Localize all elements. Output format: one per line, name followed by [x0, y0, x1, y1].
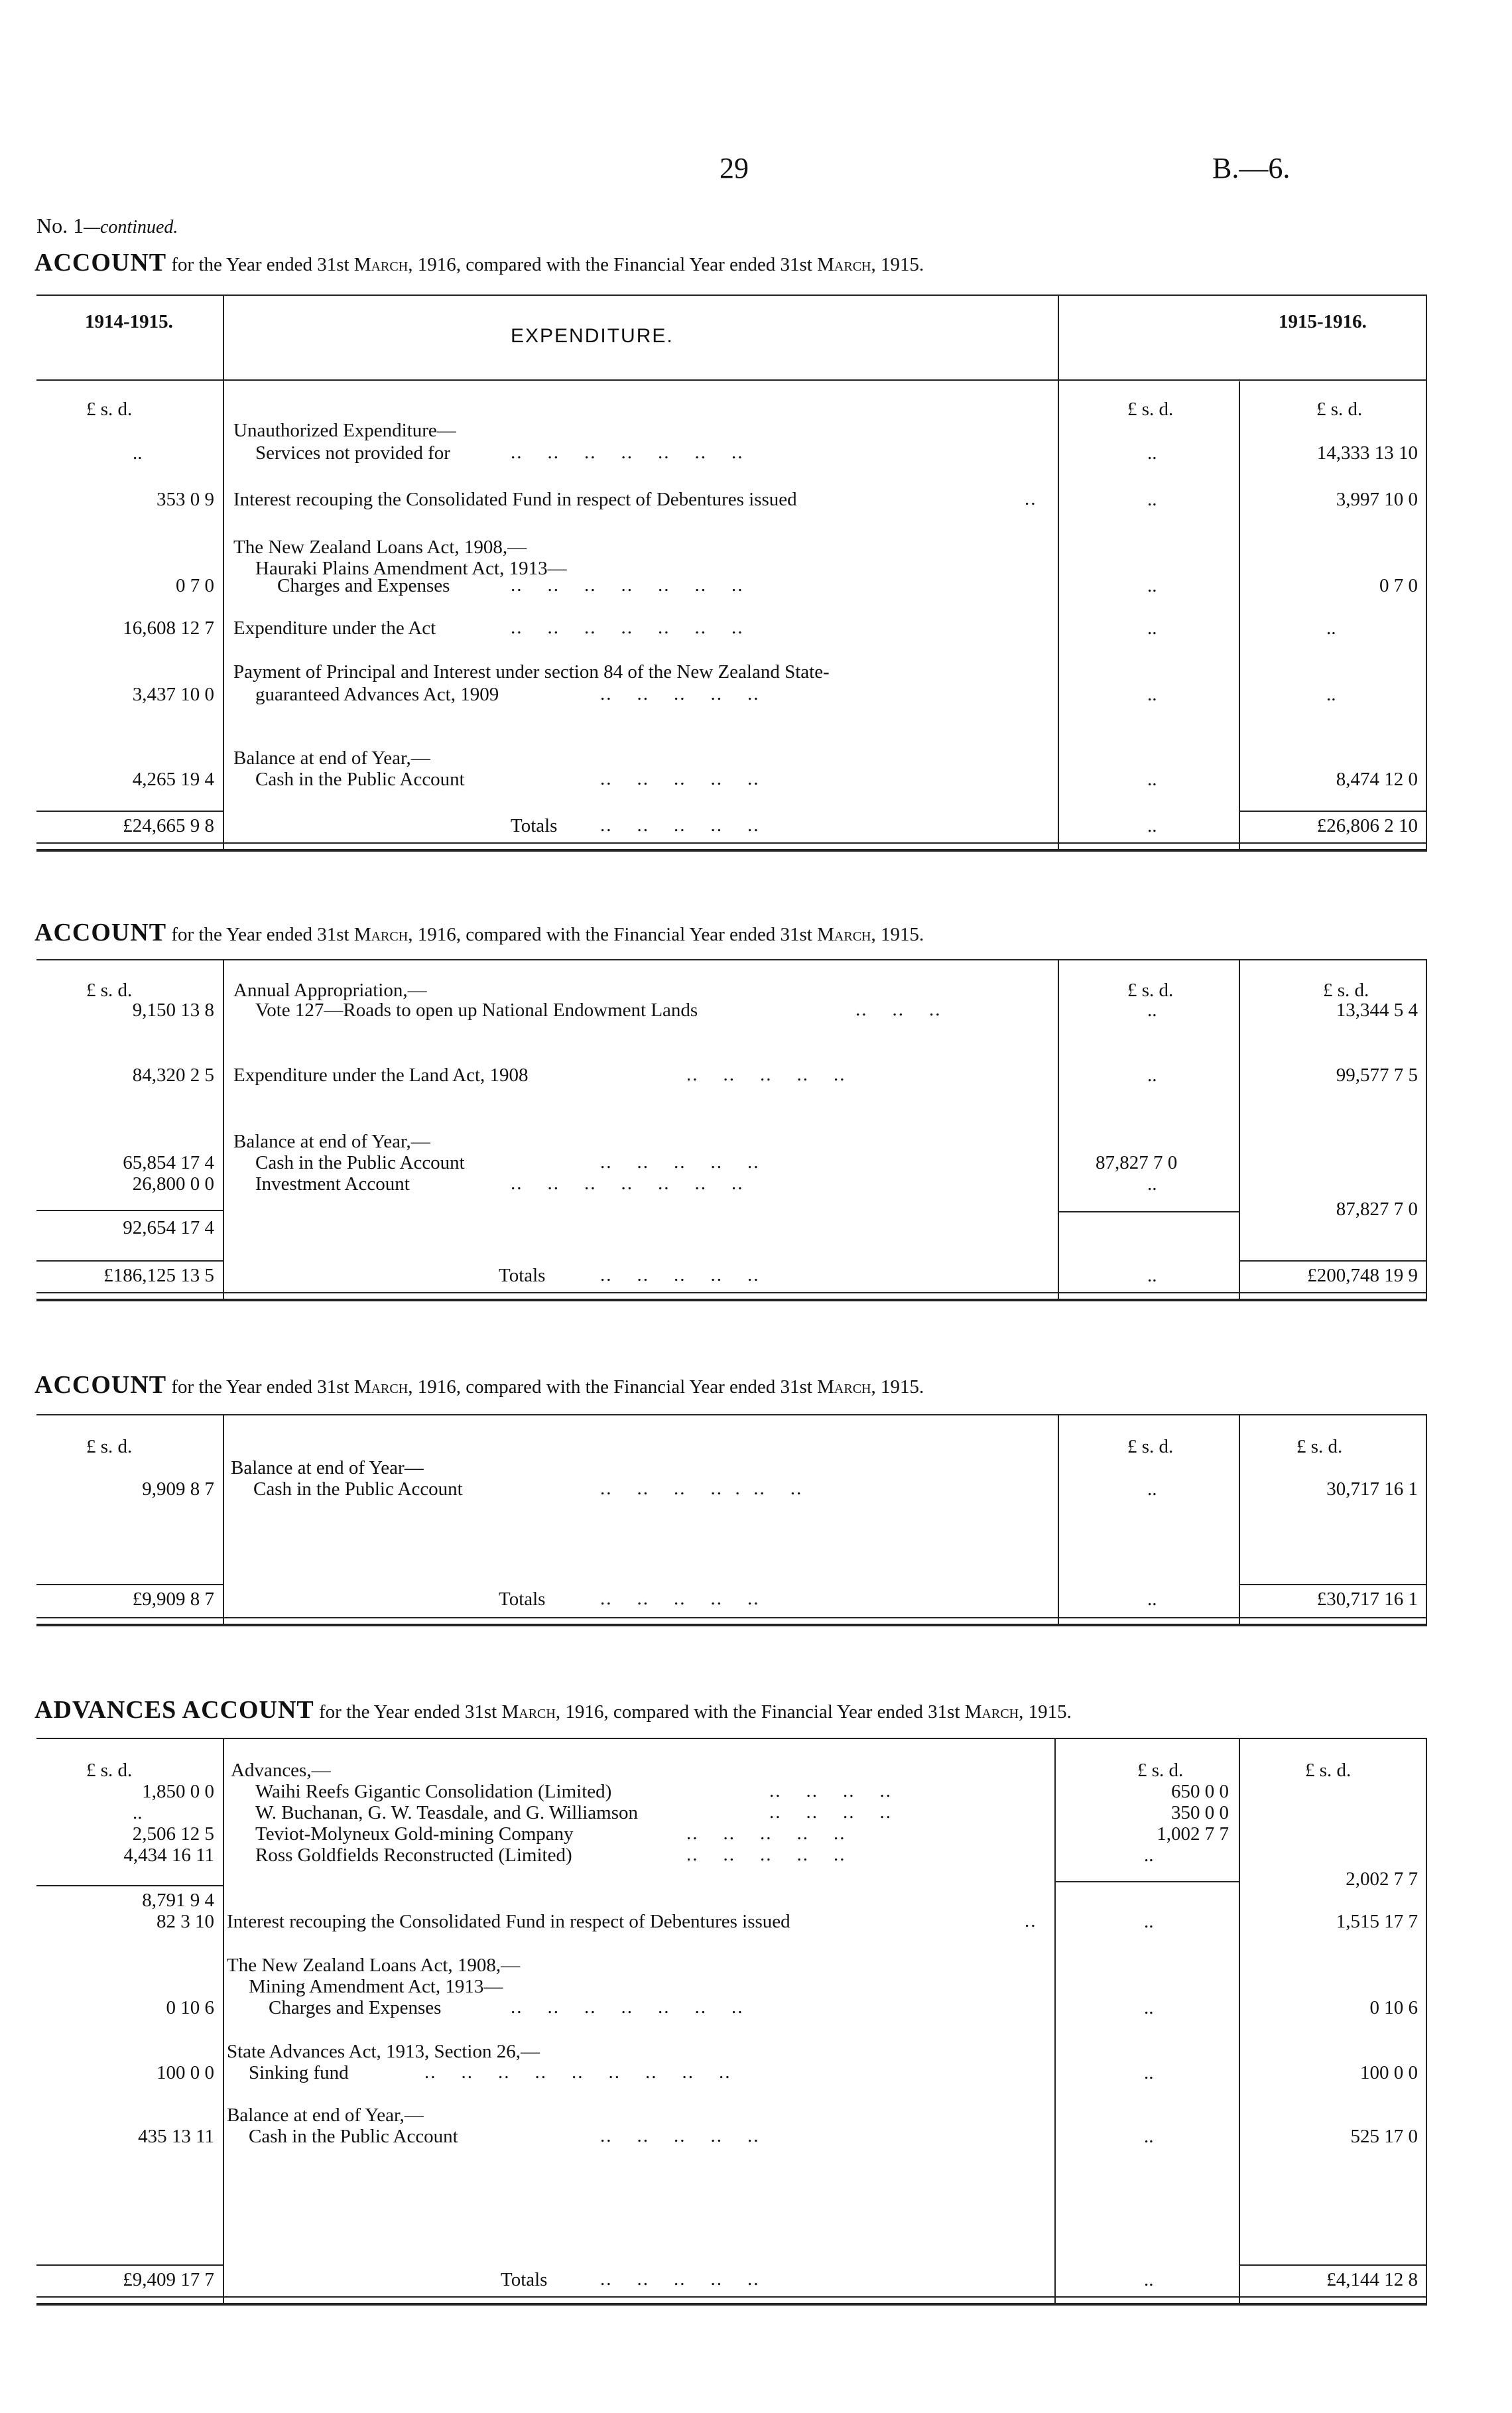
unit-header: £ s. d. [86, 980, 133, 1001]
amount-mid: .. [1147, 618, 1157, 639]
amount-curr: 14,333 13 10 [1316, 442, 1418, 464]
subtotal-prev: 8,791 9 4 [142, 1890, 214, 1911]
row-desc: Waihi Reefs Gigantic Consolidation (Limited) [255, 1781, 612, 1802]
subtotal-prev: 92,654 17 4 [123, 1217, 214, 1238]
unit-header: £ s. d. [1323, 980, 1369, 1001]
section-1-title-main: ACCOUNT [34, 249, 167, 277]
row-desc: The New Zealand Loans Act, 1908,— [227, 1955, 521, 1976]
totals-label: Totals [499, 1265, 546, 1286]
amount-mid: .. [1144, 2062, 1154, 2083]
amount-prev: 65,854 17 4 [123, 1152, 214, 1173]
row-desc: W. Buchanan, G. W. Teasdale, and G. Williamson [255, 1802, 638, 1823]
amount-curr: 87,827 7 0 [1336, 1199, 1418, 1220]
totals-label: Totals [501, 2269, 548, 2290]
section-1-col-curr-year: 1915-1916. [1279, 311, 1367, 332]
amount-prev: 9,909 8 7 [142, 1478, 214, 1500]
amount-mid: .. [1144, 1997, 1154, 2018]
row-desc: Balance at end of Year,— [227, 2105, 424, 2126]
section-4-title-rest: for the Year ended 31st March, 1916, compared with the Financial Year ended 31st March, 1915. [319, 1701, 1072, 1723]
amount-curr: .. [1326, 618, 1336, 639]
amount-curr: 8,474 12 0 [1336, 769, 1418, 790]
row-desc: Mining Amendment Act, 1913— [249, 1976, 503, 1997]
amount-mid: .. [1147, 1173, 1157, 1195]
total-curr: £4,144 12 8 [1326, 2269, 1418, 2290]
amount-prev: 1,850 0 0 [142, 1781, 214, 1802]
amount-curr: 525 17 0 [1350, 2126, 1418, 2147]
amount-mid: .. [1144, 1845, 1154, 1866]
section-1-col-expenditure: EXPENDITURE. [511, 325, 674, 347]
section-1-col-prev-year: 1914-1915. [85, 311, 173, 332]
amount-mid: .. [1147, 1065, 1157, 1086]
unit-header: £ s. d. [1127, 399, 1174, 420]
amount-curr: 1,515 17 7 [1336, 1911, 1418, 1932]
amount-mid: .. [1147, 1000, 1157, 1021]
row-desc: Expenditure under the Act [233, 618, 436, 639]
continued-label: —continued. [84, 217, 178, 237]
amount-prev: .. [133, 442, 143, 464]
page-number: 29 [720, 152, 749, 184]
row-desc: Unauthorized Expenditure— [233, 420, 456, 441]
amount-mid: .. [1147, 1478, 1157, 1500]
amount-prev: 3,437 10 0 [132, 684, 214, 705]
continued-number: No. 1 [36, 214, 84, 237]
total-prev: £24,665 9 8 [123, 815, 214, 836]
amount-mid: .. [1144, 2126, 1154, 2147]
row-desc: Payment of Principal and Interest under section 84 of the New Zealand State- [233, 661, 830, 683]
amount-prev: .. [133, 1802, 143, 1823]
unit-header: £ s. d. [86, 1436, 133, 1457]
row-desc: Vote 127—Roads to open up National Endowment Lands [255, 1000, 698, 1021]
total-curr: £30,717 16 1 [1316, 1589, 1418, 1610]
amount-prev: 0 7 0 [176, 575, 214, 596]
section-2-title-main: ACCOUNT [34, 919, 167, 946]
total-curr: £200,748 19 9 [1307, 1265, 1418, 1286]
unit-header: £ s. d. [86, 399, 133, 420]
row-desc: guaranteed Advances Act, 1909 [255, 684, 499, 705]
row-desc: Annual Appropriation,— [233, 980, 427, 1001]
amount-mid: .. [1147, 442, 1157, 464]
amount-prev: 4,265 19 4 [132, 769, 214, 790]
total-curr: £26,806 2 10 [1316, 815, 1418, 836]
amount-prev: 26,800 0 0 [132, 1173, 214, 1195]
amount-prev: 16,608 12 7 [123, 618, 214, 639]
amount-mid: 350 0 0 [1171, 1802, 1229, 1823]
section-2-title [34, 918, 924, 947]
amount-mid: .. [1147, 769, 1157, 790]
row-desc: Cash in the Public Account [249, 2126, 458, 2147]
amount-prev: 435 13 11 [138, 2126, 214, 2147]
row-desc: Hauraki Plains Amendment Act, 1913— [255, 558, 567, 579]
row-desc: Ross Goldfields Reconstructed (Limited) [255, 1845, 572, 1866]
row-desc: Interest recouping the Consolidated Fund in respect of Debentures issued [233, 489, 797, 510]
row-desc: Expenditure under the Land Act, 1908 [233, 1065, 529, 1086]
amount-curr: 99,577 7 5 [1336, 1065, 1418, 1086]
amount-prev: 2,506 12 5 [132, 1823, 214, 1845]
row-desc: Interest recouping the Consolidated Fund in respect of Debentures issued [227, 1911, 790, 1932]
unit-header: £ s. d. [1137, 1760, 1184, 1781]
row-desc: Balance at end of Year— [231, 1457, 424, 1478]
row-desc: Sinking fund [249, 2062, 349, 2083]
row-desc: Advances,— [231, 1760, 331, 1781]
amount-prev: 82 3 10 [157, 1911, 214, 1932]
unit-header: £ s. d. [1296, 1436, 1343, 1457]
continued-heading [36, 214, 178, 238]
section-1-title [34, 248, 924, 277]
row-desc: Charges and Expenses [277, 575, 450, 596]
row-desc: Charges and Expenses [269, 1997, 442, 2018]
section-4-title [34, 1695, 1072, 1725]
row-desc: Cash in the Public Account [255, 1152, 465, 1173]
total-prev: £9,909 8 7 [132, 1589, 214, 1610]
row-desc: State Advances Act, 1913, Section 26,— [227, 2041, 540, 2062]
row-desc: The New Zealand Loans Act, 1908,— [233, 537, 527, 558]
row-desc: Investment Account [255, 1173, 410, 1195]
document-reference: B.—6. [1212, 152, 1291, 184]
section-4-title-main: ADVANCES ACCOUNT [34, 1696, 314, 1724]
total-mid: .. [1144, 2269, 1154, 2290]
section-3-title [34, 1370, 924, 1400]
document-page: 29 B.—6. No. 1—continued. ACCOUNT for the Year ended 31st March, 1916, compared with the Financial Year ended 31st March, 1915. 1914-1915. EXPENDITURE. 1915-1916. £ s. d. £ s. d. £ s. d. .. Unauthorized Expenditure— Services not provided for .. .. .. .. .. .. .. .. 14,333 13 10 353 0 9 Interest recouping the Consolidated Fund in respect of Debentures issued .. .. 3,997 10 0 The New Zealand Loans Act, 1908,— Hauraki Plains Amendment Act, 1913— 0 7 0 Charges and Expenses .. .. .. .. .. .. .. .. 0 7 0 16,608 12 7 Expenditure under the Act .. .. .. .. .. .. .. .. .. Payment of Principal and Interest under section 84 of the New Zealand State- 3,437 10 0 guaranteed Advances Act, 1909 .. .. .. .. .. .. .. Balance at end of Year,— 4,265 19 4 Cash in the Public Account .. .. .. .. .. .. 8,474 12 0 £24,665 9 8 Totals .. .. .. .. .. .. £26,806 2 10 ACCOUNT for the Year ended 31st March, 1916, compared with the Financial Year ended 31st March, 1915. £ s. d. £ s. d. £ s. d. Annual Appropriation,— 9,150 13 8 Vote 127—Roads to open up National Endowment Lands .. .. .. .. 13,344 5 4 84,320 2 5 Expenditure under the Land Act, 1908 .. .. .. .. .. .. 99,577 7 5 Balance at end of Year,— 65,854 17 4 Cash in the Public Account .. .. .. .. .. 87,827 7 0 26,800 0 0 Investment Account .. .. .. .. .. .. .. .. 92,654 17 4 87,827 7 0 £186,125 13 5 Totals .. .. .. .. .. .. £200,748 19 9 ACCOUNT for the Year ended 31st March, 1916, compared with the Financial Year ended 31st March, 1915. £ s. d. £ s. d. £ s. d. Balance at end of Year— 9,909 8 7 Cash in the Public Account .. .. .. .. . .. .. .. 30,717 16 1 £9,909 8 7 Totals .. .. .. .. .. .. £30,717 16 1 ADVANCES ACCOUNT for the Year ended 31st March, 1916, compared with the Financial Year ended 31st March, 1915. £ s. d. £ s. d. £ s. d. Advances,— 1,850 0 0 Waihi Reefs Gigantic Consolidation (Limited) .. .. .. .. 650 0 0 .. W. Buchanan, G. W. Teasdale, and G. Williamson .. .. .. .. 350 0 0 2,506 12 5 Teviot-Molyneux Gold-mining Company .. .. .. .. .. 1,002 7 7 4,434 16 11 Ross Goldfields Reconstructed (Limited) .. .. .. .. .. .. 8,791 9 4 2,002 7 7 82 3 10 Interest recouping the Consolidated Fund in respect of Debentures issued .. .. 1,515 17 7 The New Zealand Loans Act, 1908,— Mining Amendment Act, 1913— 0 10 6 Charges and Expenses .. .. .. .. .. .. .. .. 0 10 6 State Advances Act, 1913, Section 26,— 100 0 0 Sinking fund .. .. .. .. .. .. .. .. .. .. 100 0 0 Balance at end of Year,— 435 13 11 Cash in the Public Account .. .. .. .. .. .. 525 17 0 £9,409 17 7 Totals .. .. .. .. .. .. £4,144 12 8 [0, 0, 1512, 2413]
amount-mid: .. [1147, 489, 1157, 510]
amount-curr: 13,344 5 4 [1336, 1000, 1418, 1021]
amount-curr: 100 0 0 [1360, 2062, 1418, 2083]
total-prev: £186,125 13 5 [103, 1265, 214, 1286]
amount-curr: 30,717 16 1 [1326, 1478, 1418, 1500]
amount-prev: 4,434 16 11 [123, 1845, 214, 1866]
totals-label: Totals [511, 815, 558, 836]
amount-curr: 0 10 6 [1369, 1997, 1418, 2018]
amount-curr: 3,997 10 0 [1336, 489, 1418, 510]
total-prev: £9,409 17 7 [123, 2269, 214, 2290]
amount-curr: 2,002 7 7 [1346, 1868, 1418, 1890]
unit-header: £ s. d. [1316, 399, 1363, 420]
section-3-title-rest: for the Year ended 31st March, 1916, compared with the Financial Year ended 31st March, 1915. [171, 1376, 924, 1398]
amount-prev: 100 0 0 [157, 2062, 214, 2083]
row-desc: Balance at end of Year,— [233, 1131, 430, 1152]
amount-curr: .. [1326, 684, 1336, 705]
row-desc: Teviot-Molyneux Gold-mining Company [255, 1823, 574, 1845]
section-1-title-rest: for the Year ended 31st March, 1916, compared with the Financial Year ended 31st March, 1915. [171, 254, 924, 275]
total-mid: .. [1147, 815, 1157, 836]
total-mid: .. [1147, 1589, 1157, 1610]
row-desc: Balance at end of Year,— [233, 748, 430, 769]
unit-header: £ s. d. [1127, 980, 1174, 1001]
amount-prev: 0 10 6 [166, 1997, 214, 2018]
row-desc: Cash in the Public Account [253, 1478, 463, 1500]
section-3-title-main: ACCOUNT [34, 1371, 167, 1399]
amount-mid: .. [1144, 1911, 1154, 1932]
amount-prev: 353 0 9 [157, 489, 214, 510]
row-desc: Services not provided for [255, 442, 450, 464]
unit-header: £ s. d. [1127, 1436, 1174, 1457]
amount-mid: 650 0 0 [1171, 1781, 1229, 1802]
section-2-title-rest: for the Year ended 31st March, 1916, compared with the Financial Year ended 31st March, 1915. [171, 924, 924, 945]
amount-mid: .. [1147, 684, 1157, 705]
unit-header: £ s. d. [1305, 1760, 1352, 1781]
unit-header: £ s. d. [86, 1760, 133, 1781]
amount-prev: 84,320 2 5 [132, 1065, 214, 1086]
amount-mid: .. [1147, 575, 1157, 596]
amount-mid: 1,002 7 7 [1157, 1823, 1229, 1845]
amount-prev: 9,150 13 8 [132, 1000, 214, 1021]
row-desc: Cash in the Public Account [255, 769, 465, 790]
amount-mid: 87,827 7 0 [1096, 1152, 1178, 1173]
amount-curr: 0 7 0 [1379, 575, 1418, 596]
totals-label: Totals [499, 1589, 546, 1610]
total-mid: .. [1147, 1265, 1157, 1286]
